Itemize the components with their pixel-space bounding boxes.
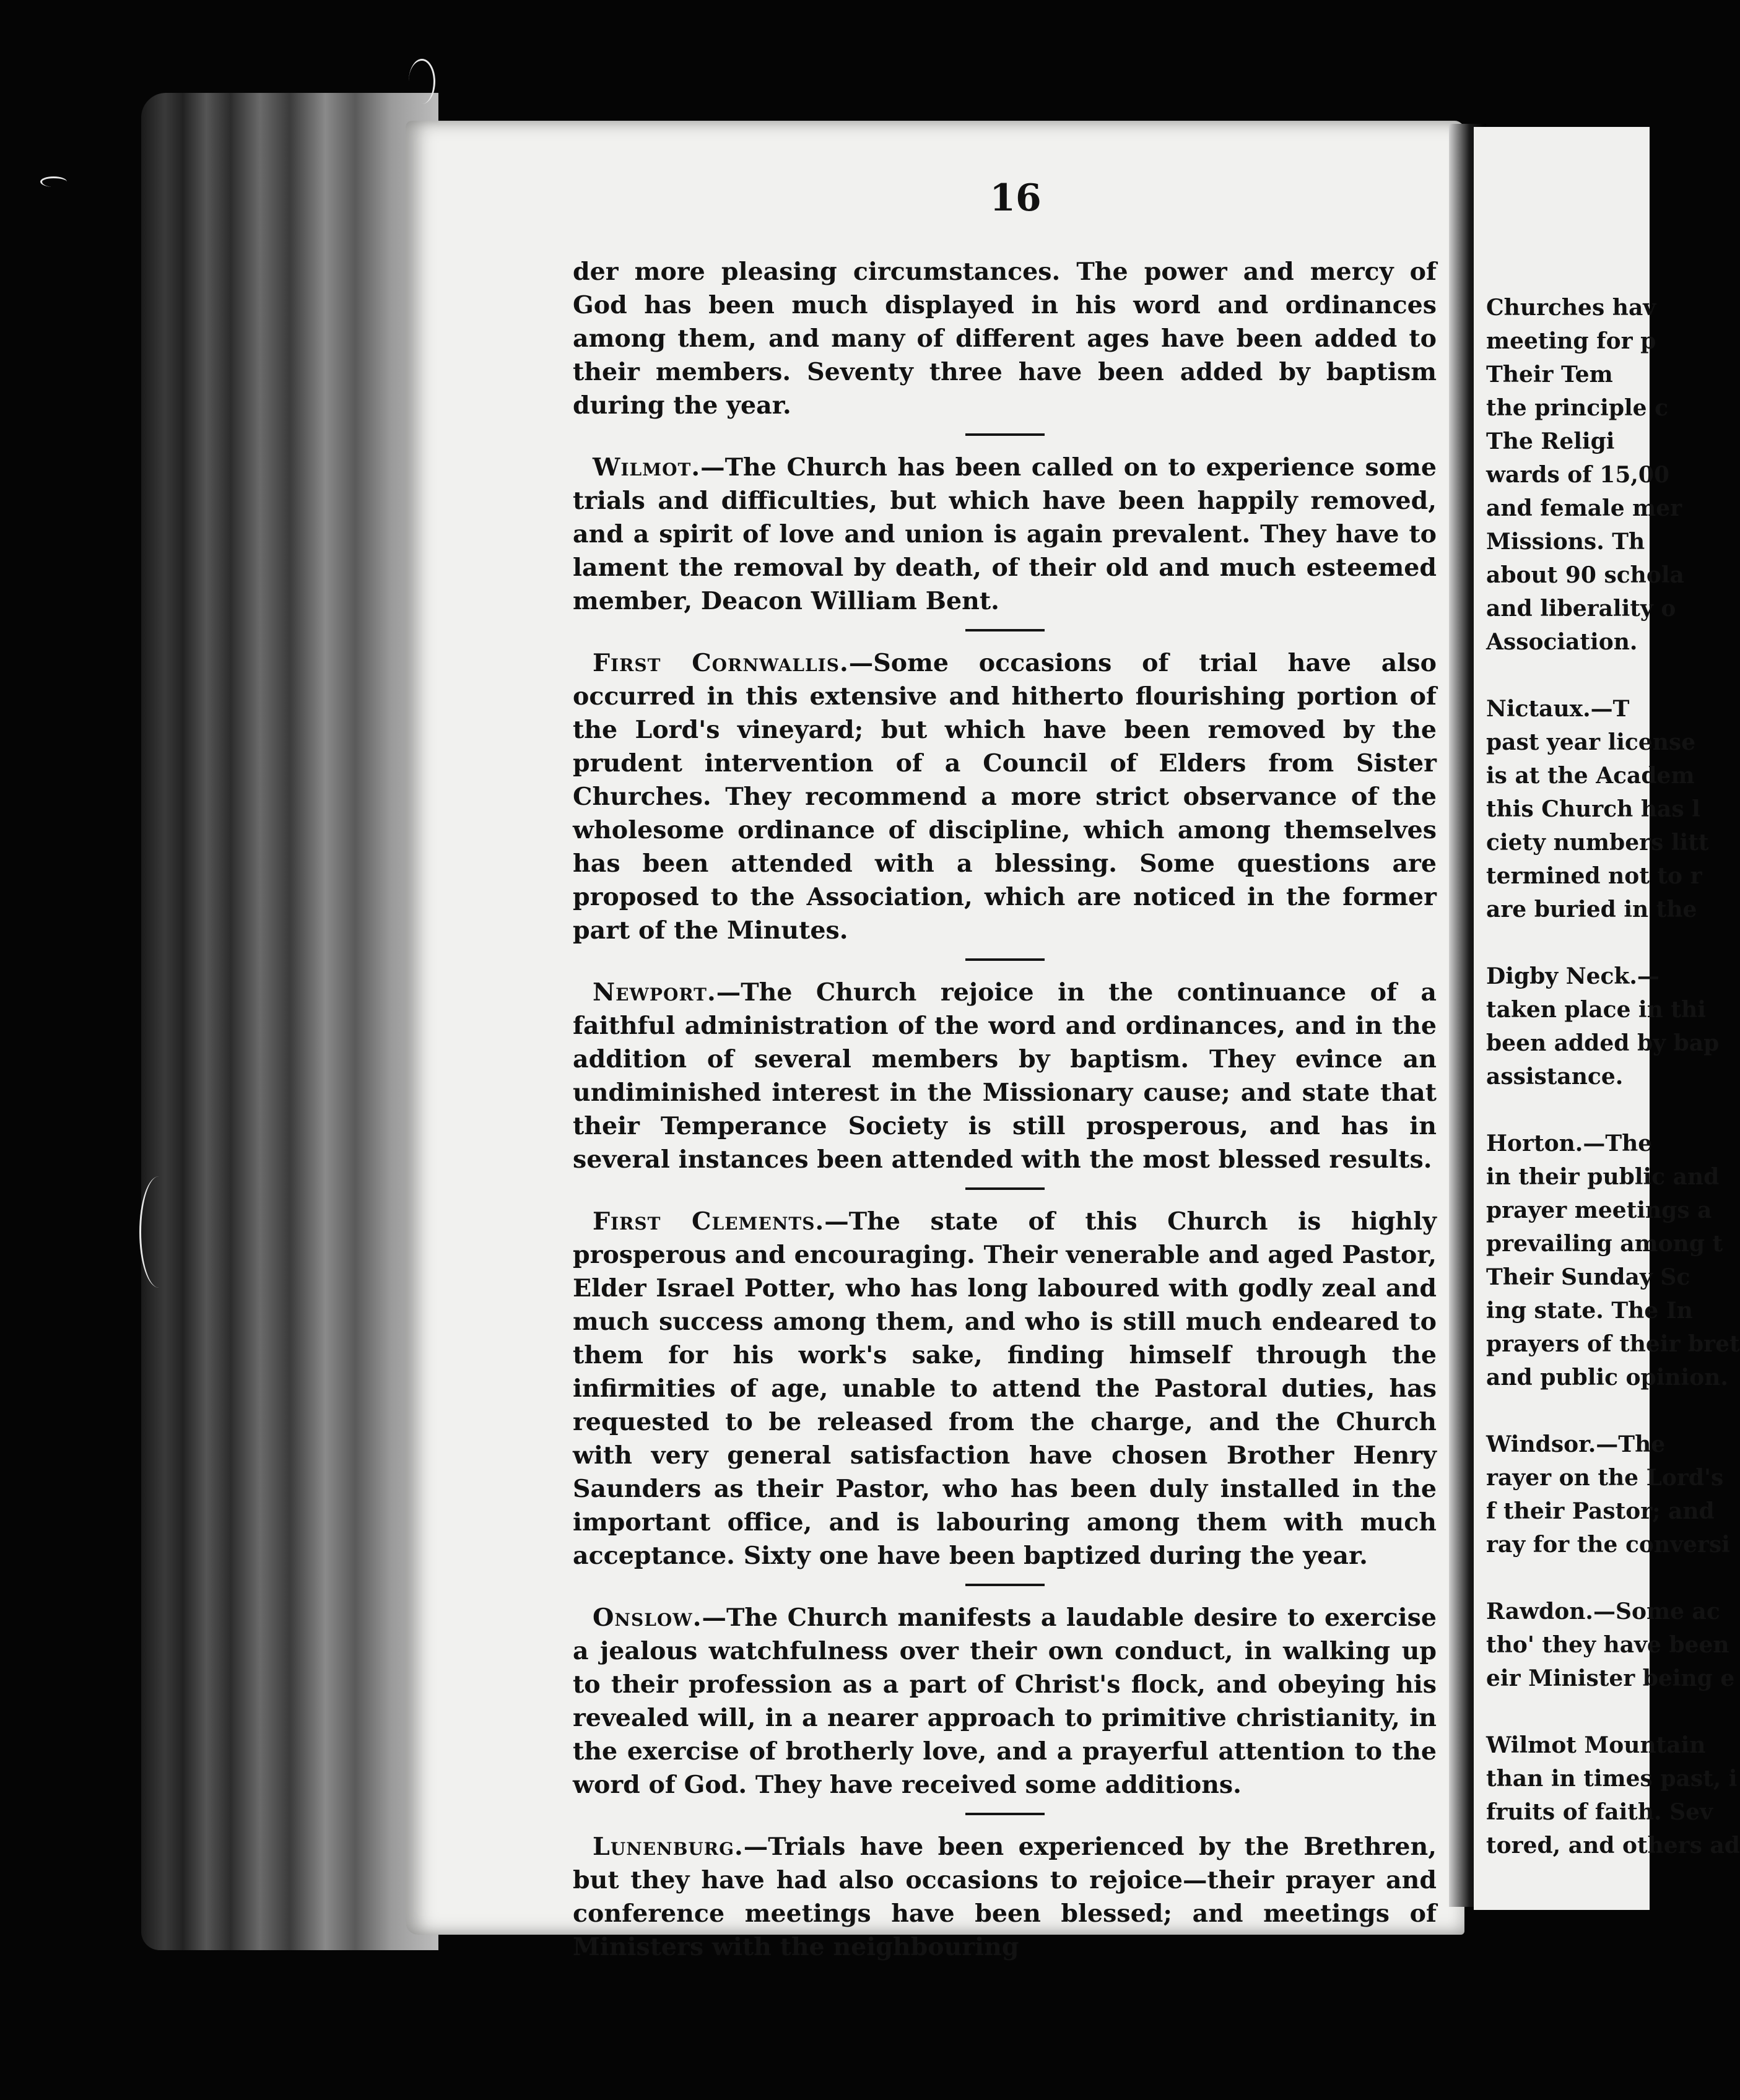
paragraph-continuation bbox=[573, 255, 1437, 422]
right-page-line: assistance. bbox=[1486, 1064, 1624, 1090]
right-page-gap bbox=[1486, 1394, 1672, 1428]
right-page-line: tho' they have been bbox=[1486, 1632, 1729, 1658]
right-page-line: this Church has l bbox=[1486, 796, 1700, 822]
left-page-text bbox=[573, 255, 1437, 1964]
right-page-line: rayer on the Lord's bbox=[1486, 1465, 1724, 1491]
right-page-line: been added by bap bbox=[1486, 1030, 1720, 1056]
right-page-line: ciety numbers litt bbox=[1486, 830, 1709, 856]
paragraph-first-clements bbox=[573, 1205, 1437, 1573]
right-page-line: and female mer bbox=[1486, 495, 1682, 521]
right-page-line: past year license bbox=[1486, 729, 1696, 755]
right-page-line: than in times past, i bbox=[1486, 1766, 1738, 1792]
right-page-line: about 90 schola bbox=[1486, 562, 1684, 588]
paragraph-first-cornwallis bbox=[573, 646, 1437, 947]
right-page-line: The Religi bbox=[1486, 428, 1615, 454]
paragraph-text: —Trials have been experienced by the Brethren, but they have had also occasions to rejoice—their prayer and conference meetings have been blessed; and meetings of Ministers with the neighbouring bbox=[573, 1833, 1437, 1961]
section-divider bbox=[965, 629, 1045, 631]
paragraph-text: —The state of this Church is highly prosperous and encouraging. Their venerable and aged Pastor, Elder Israel Potter, who has long laboured with godly zeal and much success among them, and who is still much endeared to them for his work's sake, finding himself through the infirmities of age, unable to attend the Pastoral duties, has requested to be released from the charge, and the Church with very general satisfaction have chosen Brother Henry Saunders as their Pastor, who has been duly installed in the important office, and is labouring among them with much acceptance. Sixty one have been baptized during the year. bbox=[573, 1207, 1437, 1570]
right-page-gap bbox=[1486, 1561, 1672, 1595]
right-page-line: Windsor.—The bbox=[1486, 1431, 1666, 1457]
fiber-speck bbox=[409, 59, 435, 104]
paragraph-wilmot bbox=[573, 451, 1437, 618]
right-page-line: the principle c bbox=[1486, 395, 1669, 421]
section-divider bbox=[965, 1584, 1045, 1586]
right-page-line: f their Pastor; and bbox=[1486, 1498, 1715, 1524]
right-page-line: fruits of faith. Sev bbox=[1486, 1799, 1713, 1825]
right-page-line: and liberality o bbox=[1486, 596, 1676, 622]
right-page-line: Wilmot Mountain bbox=[1486, 1732, 1706, 1758]
right-page-line: Association. bbox=[1486, 629, 1638, 655]
right-page-line: and public opinion. bbox=[1486, 1365, 1728, 1391]
paragraph-text: —Some occasions of trial have also occurred in this extensive and hitherto flourishing portion of the Lord's vineyard; but which have been removed by the prudent intervention of a Council of Elders from Sister Churches. They recommend a more strict observance of the wholesome ordinance of discipline, which among themselves has been attended with a blessing. Some questions are proposed to the Association, which are noticed in the former part of the Minutes. bbox=[573, 649, 1437, 945]
right-page-text bbox=[1486, 291, 1740, 1862]
section-heading: Onslow. bbox=[593, 1603, 702, 1632]
right-page-line: Horton.—The bbox=[1486, 1130, 1653, 1156]
paragraph-text: —The Church rejoice in the continuance of a faithful administration of the word and ordinances, and in the addition of several members by baptism. They evince an undiminished interest in the Missionary cause; and state that their Temperance Society is still prosperous, and has in several instances been attended with the most blessed results. bbox=[573, 978, 1437, 1174]
right-page-line: tored, and others ad bbox=[1486, 1833, 1740, 1859]
right-page-line: in their public and bbox=[1486, 1164, 1720, 1190]
right-page-line: prevailing among t bbox=[1486, 1231, 1723, 1257]
right-page-line: Nictaux.—T bbox=[1486, 696, 1630, 722]
right-page-line: taken place in thi bbox=[1486, 997, 1706, 1023]
right-page-line: eir Minister being e bbox=[1486, 1665, 1735, 1691]
section-divider bbox=[965, 433, 1045, 436]
right-page-line: is at the Academ bbox=[1486, 763, 1695, 789]
right-page-line: wards of 15,00 bbox=[1486, 462, 1670, 488]
section-heading: Wilmot. bbox=[593, 453, 701, 482]
right-page-line: prayer meetings a bbox=[1486, 1197, 1712, 1223]
right-page-line: Missions. Th bbox=[1486, 529, 1645, 555]
section-heading: First Clements. bbox=[593, 1207, 825, 1236]
right-page-line: Their Tem bbox=[1486, 362, 1613, 388]
section-divider bbox=[965, 1813, 1045, 1815]
paragraph-text: der more pleasing circumstances. The power and mercy of God has been much displayed in his word and ordinances among them, and many of different ages have been added to their members. Seventy three have been added by baptism during the year. bbox=[573, 258, 1437, 420]
paragraph-lunenburg bbox=[573, 1830, 1437, 1964]
right-page-line: Digby Neck.— bbox=[1486, 963, 1660, 989]
right-page-gap bbox=[1486, 659, 1672, 692]
section-heading: First Cornwallis. bbox=[593, 649, 849, 677]
section-divider bbox=[965, 1187, 1045, 1190]
right-page-line: ing state. The In bbox=[1486, 1298, 1693, 1324]
right-page-gap bbox=[1486, 1093, 1672, 1127]
paragraph-onslow bbox=[573, 1601, 1437, 1802]
page-number: 16 bbox=[990, 176, 1042, 220]
fiber-speck bbox=[139, 1176, 178, 1288]
right-page-line: are buried in the bbox=[1486, 896, 1697, 922]
right-page-gap bbox=[1486, 1695, 1672, 1729]
right-page-line: prayers of their bret bbox=[1486, 1331, 1740, 1357]
paragraph-newport bbox=[573, 976, 1437, 1176]
right-page-gap bbox=[1486, 926, 1672, 960]
paragraph-text: —The Church has been called on to experience some trials and difficulties, but which have been happily removed, and a spirit of love and union is again prevalent. They have to lament the removal by death, of their old and much esteemed member, Deacon William Bent. bbox=[573, 453, 1437, 615]
right-page-line: meeting for p bbox=[1486, 328, 1656, 354]
section-heading: Lunenburg. bbox=[593, 1833, 744, 1861]
section-divider bbox=[965, 958, 1045, 961]
section-heading: Newport. bbox=[593, 978, 716, 1007]
right-page-line: Rawdon.—Some ac bbox=[1486, 1599, 1720, 1625]
right-page-line: termined not to r bbox=[1486, 863, 1702, 889]
right-page-line: Their Sunday Sc bbox=[1486, 1264, 1690, 1290]
fiber-speck bbox=[40, 176, 67, 187]
book-page-edges bbox=[141, 93, 438, 1950]
right-page-line: ray for the conversi bbox=[1486, 1532, 1730, 1558]
paragraph-text: —The Church manifests a laudable desire to exercise a jealous watchfulness over their own conduct, in walking up to their profession as a part of Christ's flock, and obeying his revealed will, in a nearer approach to primitive christianity, in the exercise of brotherly love, and a prayerful attention to the word of God. They have received some additions. bbox=[573, 1603, 1437, 1799]
right-page-line: Churches hav bbox=[1486, 295, 1656, 321]
